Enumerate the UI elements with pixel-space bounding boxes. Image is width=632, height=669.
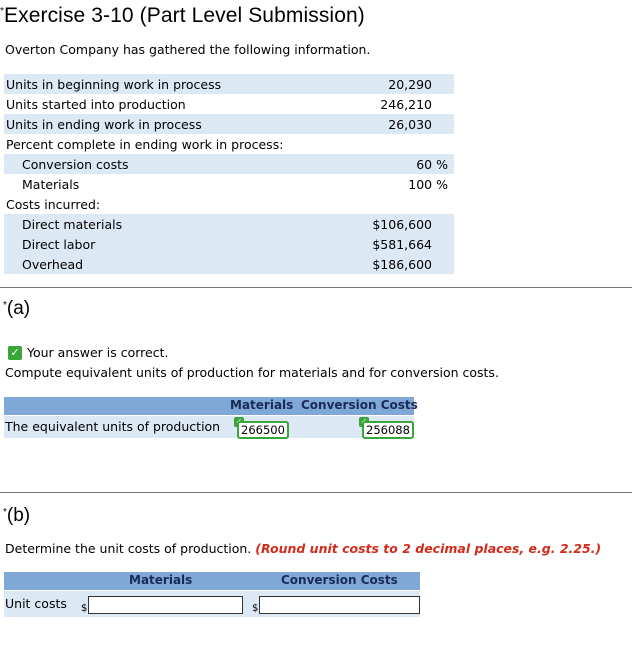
info-row: Units started into production 246,210 bbox=[6, 96, 432, 112]
info-row: Overhead $186,600 bbox=[4, 254, 454, 274]
part-a-label: *(a) bbox=[3, 298, 31, 319]
info-row: Materials 100 % bbox=[22, 176, 448, 192]
intro-text: Overton Company has gathered the following information. bbox=[5, 42, 371, 57]
info-row: Conversion costs 60 % bbox=[4, 154, 454, 174]
conversion-answer-input[interactable]: 256088 bbox=[362, 421, 414, 439]
check-icon: ✓ bbox=[8, 346, 22, 360]
section-divider bbox=[0, 287, 632, 288]
info-row: Units in beginning work in process 20,290 bbox=[4, 74, 454, 94]
feedback-correct: ✓ Your answer is correct. bbox=[8, 345, 168, 360]
rounding-hint: (Round unit costs to 2 decimal places, e.g. 2.25.) bbox=[255, 541, 602, 556]
currency-symbol: $ bbox=[81, 603, 88, 614]
col-conversion-costs: Conversion Costs bbox=[281, 573, 398, 587]
materials-answer-input[interactable]: 266500 bbox=[237, 421, 289, 439]
info-row: Direct materials $106,600 bbox=[4, 214, 454, 234]
currency-symbol: $ bbox=[252, 603, 259, 614]
part-a-instruction: Compute equivalent units of production for materials and for conversion costs. bbox=[5, 365, 499, 380]
info-row: Units in ending work in process 26,030 bbox=[4, 114, 454, 134]
section-divider bbox=[0, 492, 632, 493]
part-b-label: *(b) bbox=[3, 505, 31, 526]
info-row: Percent complete in ending work in process: bbox=[6, 136, 284, 152]
info-table bbox=[4, 74, 454, 274]
unit-cost-conversion-input[interactable] bbox=[259, 596, 420, 614]
row-label-equivalent-units: The equivalent units of production bbox=[5, 419, 221, 434]
exercise-title: *Exercise 3-10 (Part Level Submission) bbox=[0, 4, 365, 27]
part-b-instruction: Determine the unit costs of production. (Round unit costs to 2 decimal places, e.g. 2.25.) bbox=[5, 541, 602, 556]
col-materials: Materials bbox=[129, 573, 193, 587]
col-conversion-costs: Conversion Costs bbox=[301, 398, 418, 412]
col-materials: Materials bbox=[230, 398, 294, 412]
required-mark: * bbox=[0, 6, 4, 17]
info-row: Costs incurred: bbox=[6, 196, 101, 212]
info-row: Direct labor $581,664 bbox=[4, 234, 454, 254]
unit-cost-materials-input[interactable] bbox=[88, 596, 243, 614]
row-label-unit-costs: Unit costs bbox=[5, 596, 67, 611]
